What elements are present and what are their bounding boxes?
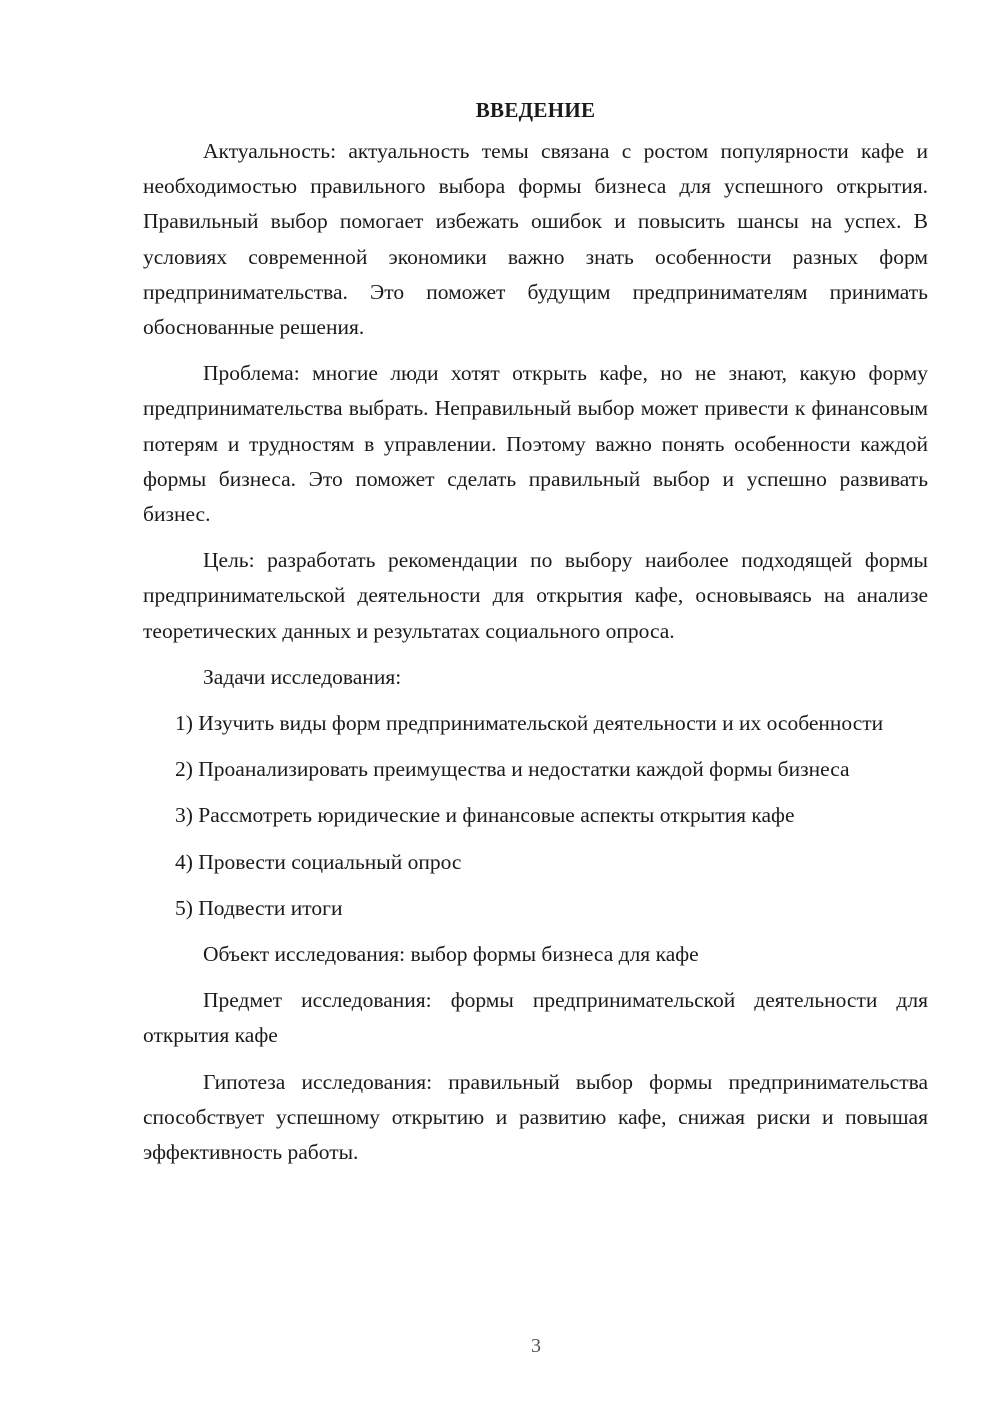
tasks-heading: Задачи исследования: <box>203 664 402 689</box>
section-title: ВВЕДЕНИЕ <box>475 98 596 122</box>
paragraph-goal: Цель: разработать рекомендации по выбору наиболее подходящей формы предпринимательской деятельности для открытия кафе, основываясь на анализе теоретических данных и результатах социального опроса. <box>143 548 928 643</box>
paragraph-object: Объект исследования: выбор формы бизнеса для кафе <box>203 942 699 967</box>
task-item-4: 4) Провести социальный опрос <box>175 849 462 874</box>
document-page <box>143 92 928 1181</box>
paragraph-subject: Предмет исследования: формы предпринимательской деятельности для открытия кафе <box>143 988 928 1048</box>
task-item-5: 5) Подвести итоги <box>175 895 343 920</box>
paragraph-hypothesis: Гипотеза исследования: правильный выбор формы предпринимательства способствует успешному открытию и развитию кафе, снижая риски и повышая эффективность работы. <box>143 1069 928 1165</box>
task-item-2: 2) Проанализировать преимущества и недостатки каждой формы бизнеса <box>175 757 850 782</box>
paragraph-relevance: Актуальность: актуальность темы связана с ростом популярности кафе и необходимостью правильного выбора формы бизнеса для успешного открытия. Правильный выбор помогает избежать ошибок и повысить шансы на успех. В условиях современной экономики важно знать особенности разных форм предпринимательства. Это поможет будущим предпринимателям принимать обоснованные решения. <box>143 139 928 340</box>
page-number: 3 <box>531 1335 541 1357</box>
task-item-1: 1) Изучить виды форм предпринимательской деятельности и их особенности <box>175 711 884 736</box>
paragraph-problem: Проблема: многие люди хотят открыть кафе, но не знают, какую форму предпринимательства выбрать. Неправильный выбор может привести к финансовым потерям и трудностям в управлении. Поэтому важно понять особенности каждой формы бизнеса. Это поможет сделать правильный выбор и успешно развивать бизнес. <box>143 361 928 527</box>
task-item-3: 3) Рассмотреть юридические и финансовые аспекты открытия кафе <box>175 803 795 828</box>
